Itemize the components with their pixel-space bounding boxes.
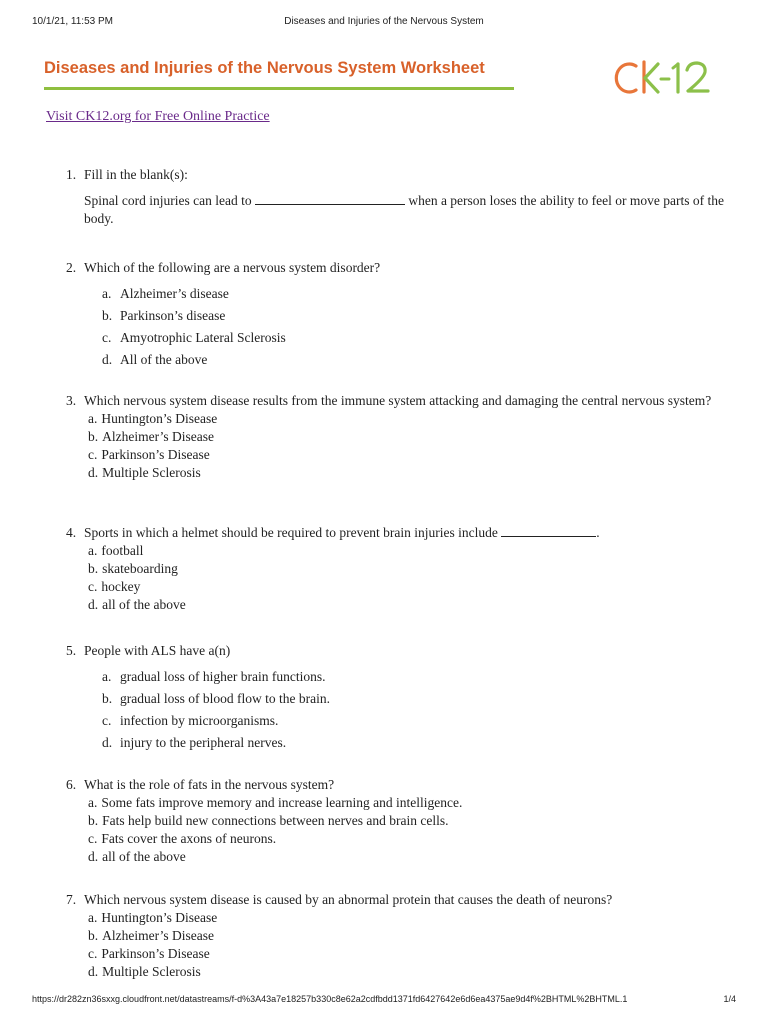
options-list — [102, 285, 726, 369]
answer-blank[interactable] — [501, 524, 596, 537]
option-d[interactable]: d. all of the above — [88, 849, 186, 864]
option-a[interactable]: a. football — [88, 543, 144, 558]
title-underline-rule — [44, 87, 514, 90]
page-number: 1/4 — [723, 994, 736, 1004]
question-number: 4. — [66, 525, 77, 540]
ck12-logo — [614, 56, 714, 98]
option-b[interactable]: b. Fats help build new connections between nerves and brain cells. — [88, 813, 449, 828]
options-list — [88, 909, 726, 981]
question-2 — [66, 259, 726, 369]
question-text: Fill in the blank(s): — [84, 167, 188, 182]
question-number: 2. — [66, 260, 77, 275]
question-text: What is the role of fats in the nervous system? — [84, 777, 335, 792]
option-a[interactable]: a. Some fats improve memory and increase learning and intelligence. — [88, 795, 463, 810]
option-a[interactable]: a. Huntington’s Disease — [88, 910, 218, 925]
question-6 — [66, 776, 726, 866]
option-a[interactable]: a. gradual loss of higher brain functions. — [102, 669, 326, 684]
sentence-end: when a person loses the ability to feel or move parts of the body. — [84, 193, 724, 226]
print-doc-title: Diseases and Injuries of the Nervous System — [284, 16, 484, 27]
question-number: 1. — [66, 167, 77, 182]
print-datetime: 10/1/21, 11:53 PM — [32, 16, 113, 27]
option-a[interactable]: a. Alzheimer’s disease — [102, 286, 229, 301]
options-list — [88, 542, 726, 614]
options-list — [88, 794, 726, 866]
question-text: Which of the following are a nervous system disorder? — [84, 260, 381, 275]
option-d[interactable]: d. all of the above — [88, 597, 186, 612]
question-5 — [66, 642, 726, 752]
option-b[interactable]: b. gradual loss of blood flow to the brain. — [102, 691, 330, 706]
print-header — [32, 16, 736, 32]
ck12-practice-link[interactable]: Visit CK12.org for Free Online Practice — [46, 109, 270, 124]
question-text: People with ALS have a(n) — [84, 643, 231, 658]
option-c[interactable]: c. infection by microorganisms. — [102, 713, 279, 728]
option-d[interactable]: d. Multiple Sclerosis — [88, 465, 201, 480]
option-d[interactable]: d. injury to the peripheral nerves. — [102, 735, 287, 750]
option-b[interactable]: b. Alzheimer’s Disease — [88, 429, 214, 444]
option-c[interactable]: c. Fats cover the axons of neurons. — [88, 831, 277, 846]
option-d[interactable]: d. Multiple Sclerosis — [88, 964, 201, 979]
options-list — [88, 410, 726, 482]
question-7 — [66, 891, 726, 981]
option-c[interactable]: c. Parkinson’s Disease — [88, 946, 210, 961]
option-b[interactable]: b. skateboarding — [88, 561, 178, 576]
question-1 — [66, 166, 726, 228]
option-d[interactable]: d. All of the above — [102, 352, 208, 367]
question-number: 3. — [66, 393, 77, 408]
option-c[interactable]: c. Amyotrophic Lateral Sclerosis — [102, 330, 286, 345]
question-number: 7. — [66, 892, 77, 907]
sentence-start: Spinal cord injuries can lead to — [84, 193, 252, 208]
question-4 — [66, 524, 726, 614]
question-text: Which nervous system disease results from the immune system attacking and damaging the central nervous system? — [84, 393, 712, 408]
option-a[interactable]: a. Huntington’s Disease — [88, 411, 218, 426]
question-3 — [66, 392, 726, 482]
answer-blank[interactable] — [255, 192, 405, 205]
question-number: 5. — [66, 643, 77, 658]
print-footer — [32, 994, 736, 1008]
option-c[interactable]: c. hockey — [88, 579, 141, 594]
option-b[interactable]: b. Alzheimer’s Disease — [88, 928, 214, 943]
print-source-url: https://dr282zn36sxxg.cloudfront.net/datastreams/f-d%3A43a7e18257b330c8e62a2cdfbdd1371fd6427642e6d6ea4375ae9d4f%2BHTML%2BHTML.1 — [32, 994, 628, 1004]
option-b[interactable]: b. Parkinson’s disease — [102, 308, 226, 323]
question-number: 6. — [66, 777, 77, 792]
option-c[interactable]: c. Parkinson’s Disease — [88, 447, 210, 462]
question-text: Sports in which a helmet should be required to prevent brain injuries include . — [84, 525, 600, 540]
question-text: Which nervous system disease is caused by an abnormal protein that causes the death of neurons? — [84, 892, 613, 907]
fill-in-sentence — [84, 192, 726, 228]
worksheet-title: Diseases and Injuries of the Nervous System Worksheet — [44, 59, 485, 77]
options-list — [102, 668, 726, 752]
